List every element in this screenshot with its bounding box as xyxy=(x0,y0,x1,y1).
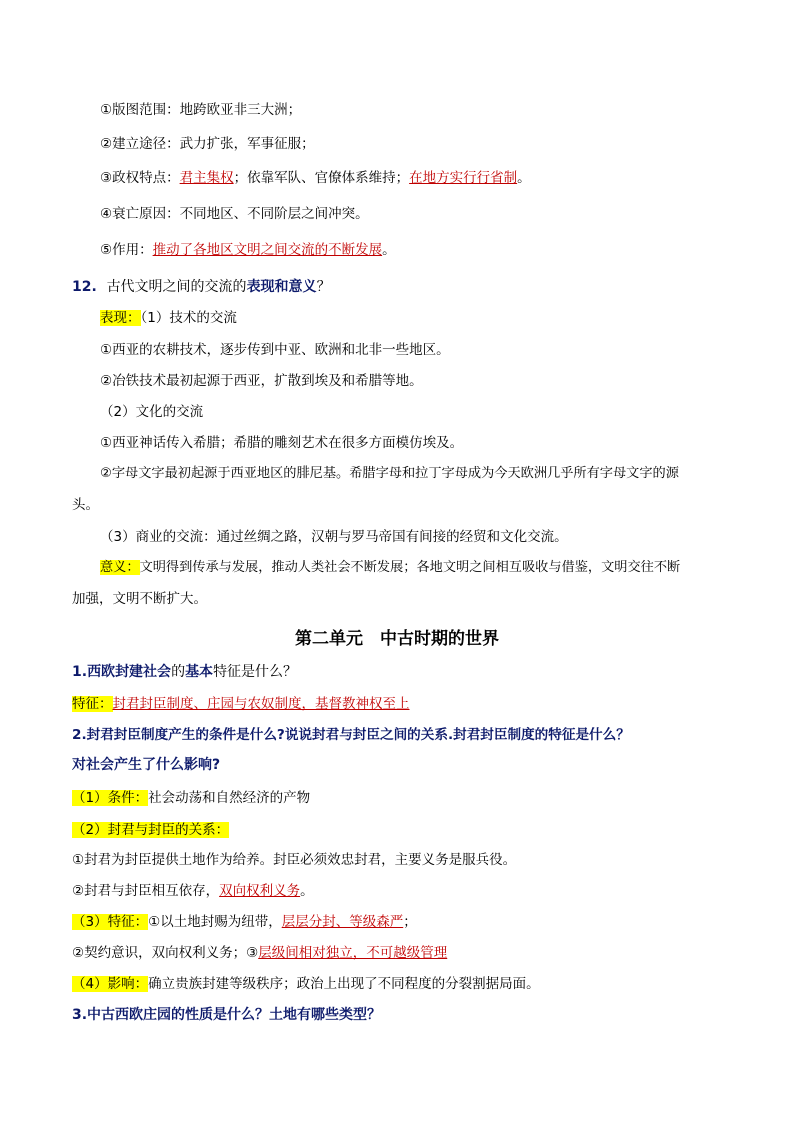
highlight-label: 表现： xyxy=(100,310,141,326)
line-relation-label xyxy=(72,820,229,840)
line-t1b: ②冶铁技术最初起源于西亚，扩散到埃及和希腊等地。 xyxy=(100,373,423,389)
line-t2b: ②字母文字最初起源于西亚地区的腓尼基。希腊字母和拉丁字母成为今天欧洲几乎所有字母文字的源 xyxy=(100,466,679,481)
answer-underline: 君主集权 xyxy=(179,170,234,186)
highlight-label: （1）条件： xyxy=(72,790,149,806)
line-influence: （4）影响：确立贵族封建等级秩序；政治上出现了不同程度的分裂割据局面。 xyxy=(72,976,540,992)
answer-underline: 双向权利义务 xyxy=(219,883,301,899)
answer-underline: 层层分封、等级森严 xyxy=(281,914,404,930)
highlight-label: 意义： xyxy=(100,560,140,575)
unit2-question-2-cont: 对社会产生了什么影响? xyxy=(72,757,221,773)
unit2-question-1: 1.西欧封建社会的基本特征是什么？ xyxy=(72,664,298,680)
line-t1a: ①西亚的农耕技术，逐步传到中亚、欧洲和北非一些地区。 xyxy=(100,342,450,358)
line-yiyi-cont: 加强，文明不断扩大。 xyxy=(72,591,207,607)
highlight-label: （4）影响： xyxy=(72,976,149,992)
answer-underline: 封君封臣制度、庄园与农奴制度，基督教神权至上 xyxy=(112,696,410,712)
answer-underline: 层级间相对独立，不可越级管理 xyxy=(258,945,448,961)
line-relation-1: ①封君为封臣提供土地作为给养。封臣必须效忠封君，主要义务是服兵役。 xyxy=(72,852,517,868)
question-12-title: 12. 古代文明之间的交流的表现和意义？ xyxy=(72,279,331,295)
unit2-question-3: 3.中古西欧庄园的性质是什么？土地有哪些类型？ xyxy=(72,1007,382,1023)
line-role: ⑤作用：推动了各地区文明之间交流的不断发展。 xyxy=(100,242,396,258)
line-features xyxy=(72,694,410,714)
line-t2a: ①西亚神话传入希腊；希腊的雕刻艺术在很多方面模仿埃及。 xyxy=(100,435,464,451)
highlight-label: （2）封君与封臣的关系： xyxy=(72,822,230,838)
line-relation-2: ②封君与封臣相互依存，双向权利义务。 xyxy=(72,883,314,899)
unit-heading: 第二单元 中古时期的世界 xyxy=(295,629,499,649)
line-characteristics: （3）特征：①以土地封赐为纽带，层层分封、等级森严； xyxy=(72,914,417,930)
line-biaoxian: 表现：（1）技术的交流 xyxy=(100,310,237,326)
answer-underline: 推动了各地区文明之间交流的不断发展 xyxy=(152,242,383,258)
line-characteristics-2: ②契约意识，双向权利义务；③层级间相对独立，不可越级管理 xyxy=(72,945,448,961)
unit2-question-2: 2.封君封臣制度产生的条件是什么?说说封君与封臣之间的关系.封君封臣制度的特征是什么？ xyxy=(72,727,630,743)
line-condition: （1）条件：社会动荡和自然经济的产物 xyxy=(72,790,311,806)
highlight-label: （3）特征： xyxy=(72,914,149,930)
line-yiyi: 意义：文明得到传承与发展，推动人类社会不断发展；各地文明之间相互吸收与借鉴，文明交往不断 xyxy=(100,560,681,575)
line-decline: ④衰亡原因：不同地区、不同阶层之间冲突。 xyxy=(100,206,369,222)
line-regime: ③政权特点：君主集权；依靠军队、官僚体系维持；在地方实行行省制。 xyxy=(100,170,531,186)
line-t3: （3）商业的交流：通过丝绸之路，汉朝与罗马帝国有间接的经贸和文化交流。 xyxy=(100,529,568,545)
highlight-label: 特征： xyxy=(72,696,113,712)
line-territory: ①版图范围：地跨欧亚非三大洲； xyxy=(100,102,302,118)
line-establish: ②建立途径：武力扩张，军事征服； xyxy=(100,136,315,152)
answer-underline: 在地方实行行省制 xyxy=(409,170,518,186)
line-t2: （2）文化的交流 xyxy=(100,404,204,420)
line-t2b-cont: 头。 xyxy=(72,497,99,513)
